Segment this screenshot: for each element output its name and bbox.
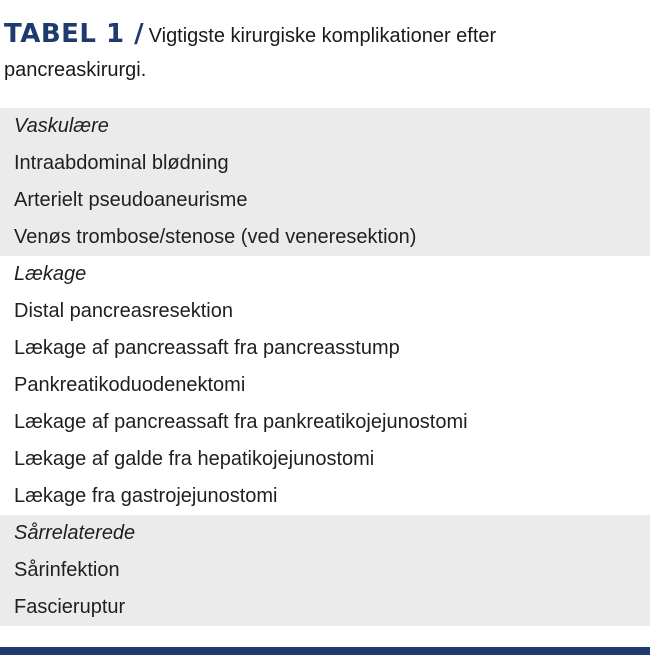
- table-row: Sårinfektion: [14, 559, 120, 581]
- table-row: Arterielt pseudoaneurisme: [14, 189, 248, 211]
- table-row: Fascieruptur: [14, 596, 126, 618]
- group-leakage: [0, 256, 650, 515]
- table-row: Venøs trombose/stenose (ved veneresektion): [14, 226, 417, 248]
- group-heading: Lækage: [14, 263, 87, 285]
- table-row: Lækage af pancreassaft fra pankreatikojejunostomi: [14, 411, 468, 433]
- bottom-rule: [0, 647, 650, 655]
- group-vascular: [0, 108, 650, 256]
- table-row: Pankreatikoduodenektomi: [14, 374, 246, 396]
- group-wound: [0, 515, 650, 626]
- table-row: Intraabdominal blødning: [14, 152, 229, 174]
- table-caption: [4, 18, 634, 88]
- table-row: Distal pancreasresektion: [14, 300, 233, 322]
- complications-table: [0, 108, 650, 626]
- group-heading: Vaskulære: [14, 115, 109, 137]
- table-row: Lækage af pancreassaft fra pancreasstump: [14, 337, 400, 359]
- table-title: Vigtigste kirurgiske komplikationer efter pancreaskirurgi.: [4, 25, 497, 81]
- group-heading: Sårrelaterede: [14, 522, 136, 544]
- table-label: TABEL 1 /: [4, 19, 145, 49]
- table-row: Lækage fra gastrojejunostomi: [14, 485, 278, 507]
- table-row: Lækage af galde fra hepatikojejunostomi: [14, 448, 375, 470]
